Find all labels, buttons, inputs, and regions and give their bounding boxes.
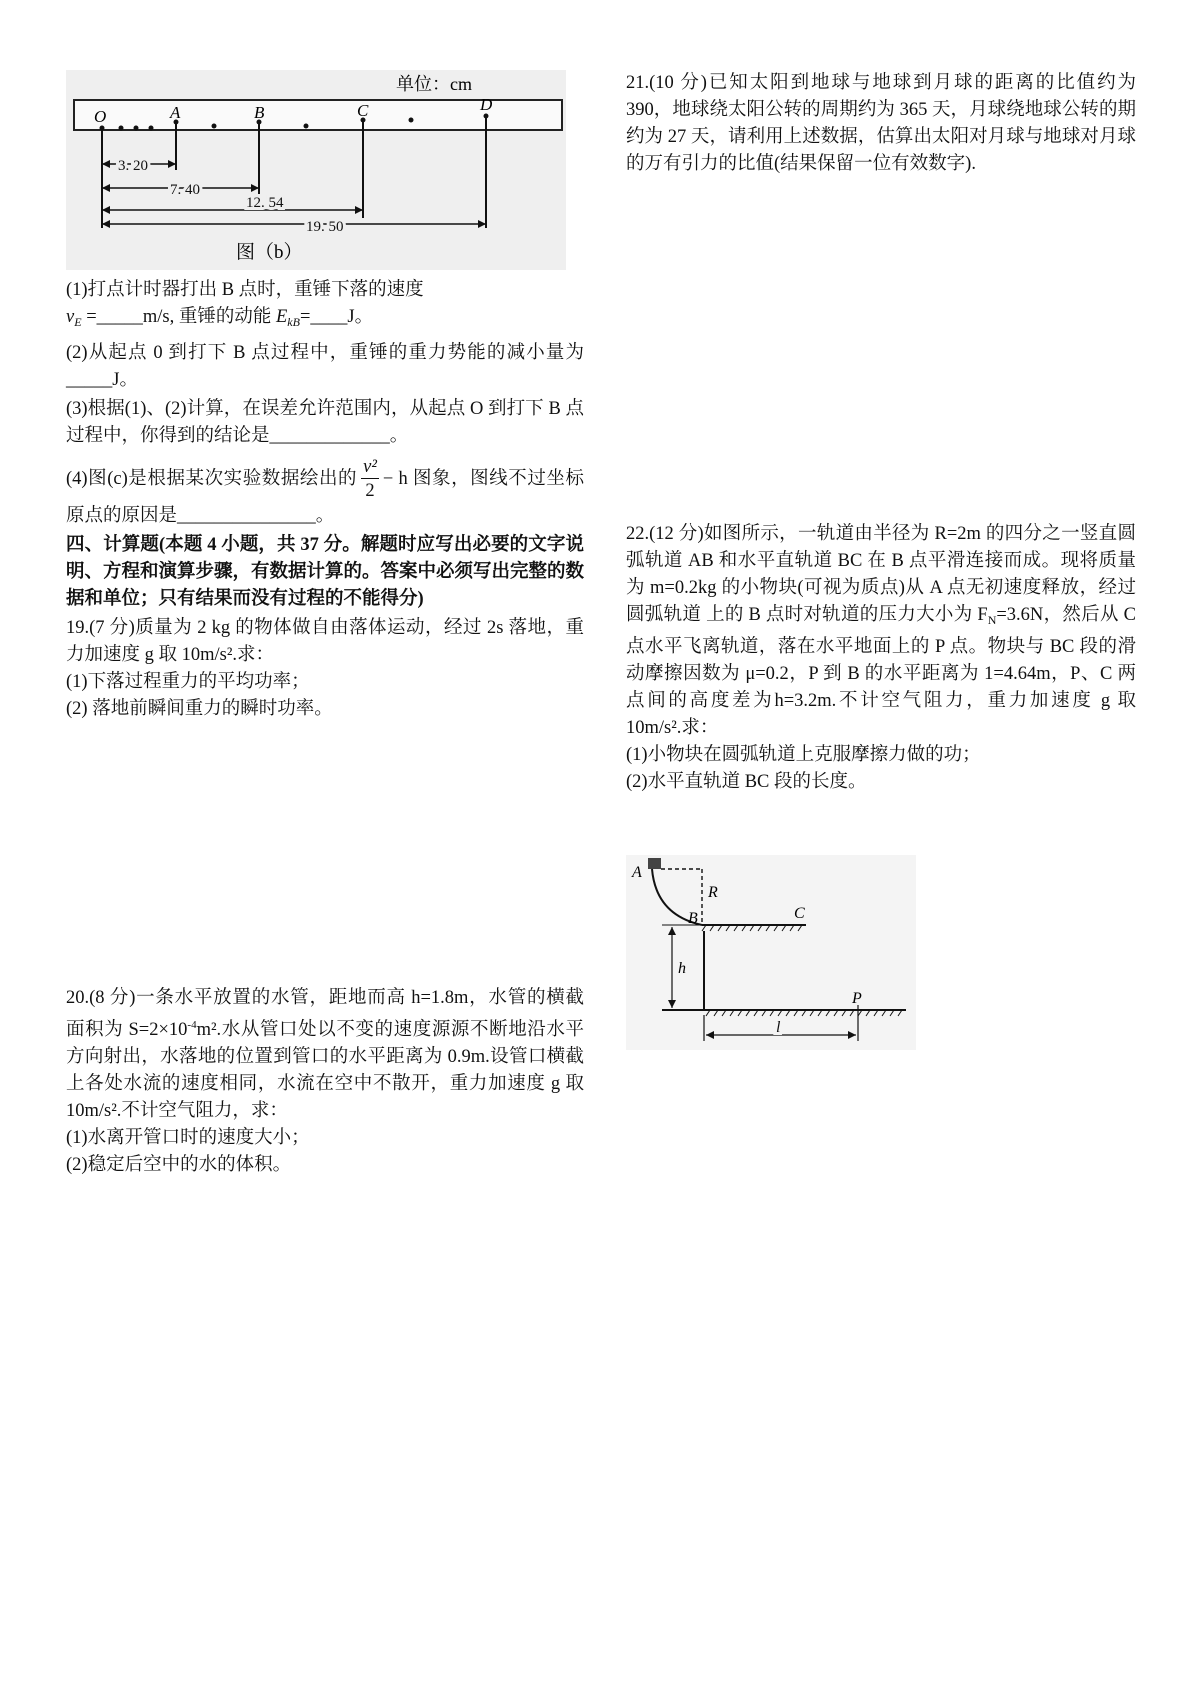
q18-part1 [66, 277, 584, 336]
distance-oc: 12. 54 [246, 195, 284, 211]
block-square [648, 858, 661, 869]
q18-part4 [66, 456, 584, 530]
left-column [66, 70, 584, 1179]
point-label-o: O [94, 107, 107, 126]
q21-stem: 21.(10 分)已知太阳到地球与地球到月球的距离的比值约为 390，地球绕太阳公转的周期约为 365 天，月球绕地球公转的期约为 27 天，请利用上述数据，估算出太阳对月球与地球对月球的万有引力的比值(结果保留一位有效数字). [626, 73, 1136, 174]
right-column [626, 70, 1136, 796]
distance-od: 19. 50 [306, 219, 344, 235]
q20-sub2: (2)稳定后空中的水的体积。 [66, 1155, 292, 1176]
track-label-a: A [632, 864, 642, 881]
q20-sub1: (1)水离开管口时的速度大小； [66, 1128, 310, 1149]
q22-fn-sub: N [987, 613, 997, 627]
q20-stem: 20.(8 分)一条水平放置的水管，距地而高 h=1.8m，水管的横截面积为 $S=2\times 10^{-4}m^2$.水从管口处以不变的速度源源不断地沿水平方向射出，水落地的位置到管口的水平距离为 0.9m.设管口横截上各处水流的速度相同，水流在空中不散开，重力加速度 g 取 10m/s².不计空气阻力，求： [66, 988, 584, 1122]
q19-stem: 19.(7 分)质量为 2 kg 的物体做自由落体运动，经过 2s 落地，重力加速度 g 取 10m/s².求： [66, 618, 584, 665]
v2-over-2-fraction: $\frac{\text{v²}}{2}$ [363, 457, 377, 501]
track-label-c: C [794, 905, 805, 922]
q19-sub1: (1)下落过程重力的平均功率； [66, 672, 310, 692]
point-label-d: D [480, 95, 493, 114]
q18-part3: (3)根据(1)、(2)计算，在误差允许范围内，从起点 O 到打下 B 点过程中，你得到的结论是_____________。 [66, 399, 584, 446]
section4-heading: 四、计算题(本题 4 小题，共 37 分。解题时应写出必要的文字说明、方程和演算步骤，有数据计算的。答案中必须写出完整的数据和单位；只有结果而没有过程的不能得分) [66, 535, 585, 609]
track-label-h: h [678, 960, 686, 977]
q18-p1-text: (1)打点计时器打出 B 点时，重锤下落的速度 [66, 280, 424, 300]
track-label-b: B [688, 910, 698, 927]
q18-p1-v: v [66, 307, 75, 327]
q18-p1-mid: =_____m/s, 重锤的动能 [86, 307, 272, 327]
q18-p1-e-sub: kB [287, 315, 300, 329]
distance-oa: 3. 20 [118, 158, 148, 174]
q22-stem: 22.(12 分)如图所示，一轨道由半径为 R=2m 的四分之一竖直圆弧轨道 AB 和水平直轨道 BC 在 B 点平滑连接而成。现将质量为 m=0.2kg 的小物块(可视为质点)从 A 点无初速度释放，经过圆弧轨道 上的 B 点时对轨道的压力大小为 $F_N=3.6N$，然后从 C 点水平飞离轨道，落在水平地面上的 P 点。物块与 BC 段的滑动摩擦因数为 μ=0.2，P 到 B 的水平距离为 1=4.64m，P、C 两点间的高度差为h=3.2m.不计空气阻力，重力加速度 g 取 10m/s².求： [626, 524, 1136, 738]
point-label-c: C [357, 101, 369, 120]
figure-caption: 图（b） [236, 242, 303, 263]
point-label-a: A [170, 103, 181, 122]
q22-sub2: (2)水平直轨道 BC 段的长度。 [626, 772, 867, 792]
q19-sub2: (2) 落地前瞬间重力的瞬时功率。 [66, 699, 333, 719]
q18-p1-v-sub: E [74, 315, 82, 329]
track-label-l: l [776, 1019, 781, 1036]
q18-part2: (2)从起点 0 到打下 B 点过程中，重锤的重力势能的减小量为_____J。 [66, 343, 584, 390]
track-figure [626, 855, 916, 1050]
track-label-p: P [852, 990, 862, 1007]
q20-exponent: -4 [187, 1019, 197, 1031]
point-label-b: B [254, 103, 265, 122]
q22-sub1: (1)小物块在圆弧轨道上克服摩擦力做的功； [626, 745, 981, 765]
q18-p1-e: E [275, 307, 288, 327]
track-label-r: R [708, 884, 718, 901]
q18-p4-b: − h 图象，图线不过坐标原点的原因是_______________。 [66, 468, 584, 526]
distance-ob: 7. 40 [170, 182, 200, 198]
unit-label: 单位：cm [396, 74, 472, 94]
q18-p4-a: (4)图(c)是根据某次实验数据绘出的 [66, 468, 358, 489]
q18-p1-end: =____J。 [299, 307, 374, 327]
